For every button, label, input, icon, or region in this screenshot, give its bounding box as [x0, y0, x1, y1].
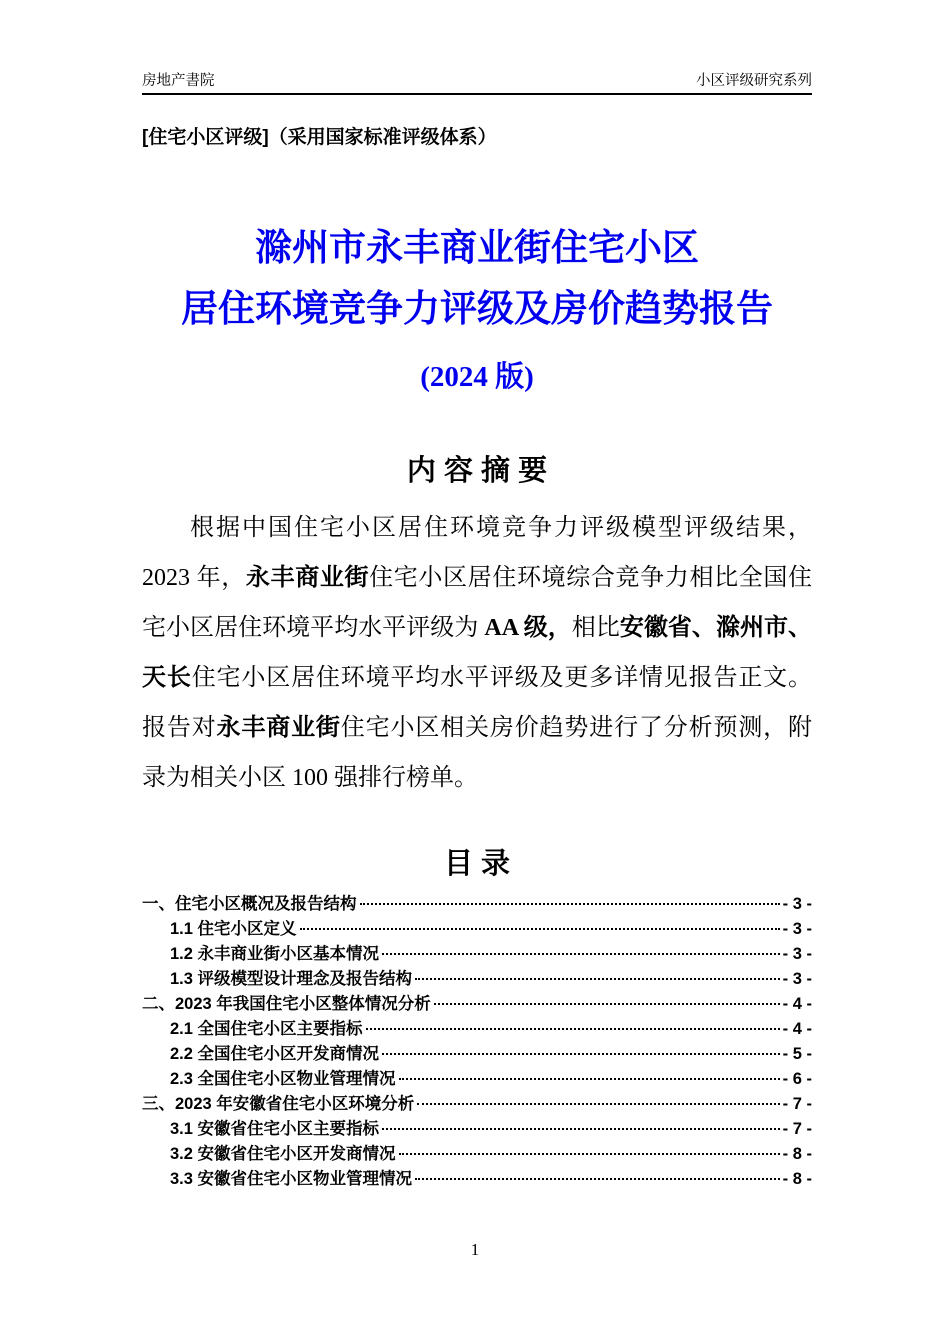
toc-dotted-leader — [399, 1078, 780, 1080]
toc-heading: 目 录 — [443, 848, 511, 880]
abstract-text-run: 住宅小区相关房价趋势进行了分析预测，附 — [340, 715, 813, 741]
toc-entry[interactable] — [142, 1140, 812, 1165]
toc-entry[interactable] — [142, 1065, 812, 1090]
toc-page-number: - 7 - — [782, 1095, 812, 1113]
toc-page-number: - 4 - — [782, 1020, 812, 1038]
toc-dotted-leader — [300, 928, 780, 930]
toc-page-number: - 8 - — [782, 1145, 812, 1163]
toc-entry[interactable] — [142, 1040, 812, 1065]
abstract-paragraph — [142, 503, 812, 803]
toc-entry[interactable] — [142, 915, 812, 940]
abstract-text-run: 住宅小区居住环境平均水平评级及更多详情见报告正文。 — [191, 665, 813, 691]
abstract-line — [142, 503, 812, 553]
toc-entry[interactable] — [142, 940, 812, 965]
abstract-text-run: 根据中国住宅小区居住环境竞争力评级模型评级结果， — [190, 515, 812, 541]
header-left-text: 房地产書院 — [142, 73, 215, 89]
toc-entry-label: 2.2 全国住宅小区开发商情况 — [170, 1045, 380, 1063]
toc-dotted-leader — [366, 1028, 780, 1030]
toc-dotted-leader — [382, 1053, 780, 1055]
abstract-text-run: 2023 年， — [142, 565, 246, 591]
toc-entry[interactable] — [142, 1090, 812, 1115]
toc-entry-label: 3.1 安徽省住宅小区主要指标 — [170, 1120, 380, 1138]
toc-entry[interactable] — [142, 1115, 812, 1140]
toc-entry[interactable] — [142, 890, 812, 915]
toc-entry-label: 2.1 全国住宅小区主要指标 — [170, 1020, 363, 1038]
abstract-text-run: 住宅小区居住环境综合竞争力相比全国住 — [369, 565, 813, 591]
toc-entry-label: 1.3 评级模型设计理念及报告结构 — [170, 970, 413, 988]
running-header — [142, 72, 812, 95]
toc-page-number: - 3 - — [782, 970, 812, 988]
table-of-contents — [142, 890, 812, 1190]
toc-page-number: - 4 - — [782, 995, 812, 1013]
abstract-bold-run: AA 级， — [484, 615, 572, 641]
toc-entry-label: 二、2023 年我国住宅小区整体情况分析 — [142, 995, 431, 1013]
abstract-bold-run: 永丰商业街 — [216, 715, 341, 741]
toc-entry[interactable] — [142, 1165, 812, 1190]
toc-dotted-leader — [382, 953, 780, 955]
abstract-line — [142, 753, 812, 803]
abstract-bold-run: 永丰商业街 — [245, 565, 370, 591]
toc-entry[interactable] — [142, 1015, 812, 1040]
toc-page-number: - 5 - — [782, 1045, 812, 1063]
classification-line: [住宅小区评级]（采用国家标准评级体系） — [142, 127, 497, 148]
abstract-heading: 内 容 摘 要 — [406, 455, 548, 487]
toc-entry[interactable] — [142, 990, 812, 1015]
toc-entry-label: 3.2 安徽省住宅小区开发商情况 — [170, 1145, 396, 1163]
report-title — [142, 218, 812, 399]
abstract-line — [142, 703, 812, 753]
toc-dotted-leader — [360, 903, 780, 905]
toc-page-number: - 8 - — [782, 1170, 812, 1188]
abstract-text-run: 录为相关小区 100 强排行榜单。 — [142, 765, 478, 791]
report-title-line2: 居住环境竞争力评级及房价趋势报告 — [181, 289, 773, 330]
abstract-text-run: 宅小区居住环境平均水平评级为 — [142, 615, 485, 641]
abstract-line — [142, 553, 812, 603]
toc-page-number: - 3 - — [782, 895, 812, 913]
abstract-line — [142, 653, 812, 703]
report-title-edition: (2024 版) — [420, 361, 534, 393]
header-right-text: 小区评级研究系列 — [696, 73, 812, 89]
toc-page-number: - 6 - — [782, 1070, 812, 1088]
toc-entry-label: 3.3 安徽省住宅小区物业管理情况 — [170, 1170, 413, 1188]
toc-dotted-leader — [399, 1153, 780, 1155]
toc-page-number: - 3 - — [782, 920, 812, 938]
report-title-line1: 滁州市永丰商业街住宅小区 — [255, 228, 699, 269]
toc-entry-label: 2.3 全国住宅小区物业管理情况 — [170, 1070, 396, 1088]
toc-entry-label: 1.1 住宅小区定义 — [170, 920, 297, 938]
toc-entry-label: 三、2023 年安徽省住宅小区环境分析 — [142, 1095, 415, 1113]
abstract-bold-run: 天长 — [142, 665, 192, 691]
toc-page-number: - 7 - — [782, 1120, 812, 1138]
abstract-text-run: 相比 — [571, 615, 620, 641]
abstract-bold-run: 安徽省、滁州市、 — [619, 615, 813, 641]
toc-dotted-leader — [415, 1178, 780, 1180]
toc-dotted-leader — [417, 1103, 779, 1105]
toc-page-number: - 3 - — [782, 945, 812, 963]
toc-dotted-leader — [415, 978, 780, 980]
abstract-line — [142, 603, 812, 653]
toc-entry[interactable] — [142, 965, 812, 990]
toc-dotted-leader — [434, 1003, 780, 1005]
page-number: 1 — [470, 1240, 480, 1259]
toc-entry-label: 一、住宅小区概况及报告结构 — [142, 895, 357, 913]
abstract-text-run: 报告对 — [142, 715, 217, 741]
toc-entry-label: 1.2 永丰商业街小区基本情况 — [170, 945, 380, 963]
toc-dotted-leader — [382, 1128, 780, 1130]
